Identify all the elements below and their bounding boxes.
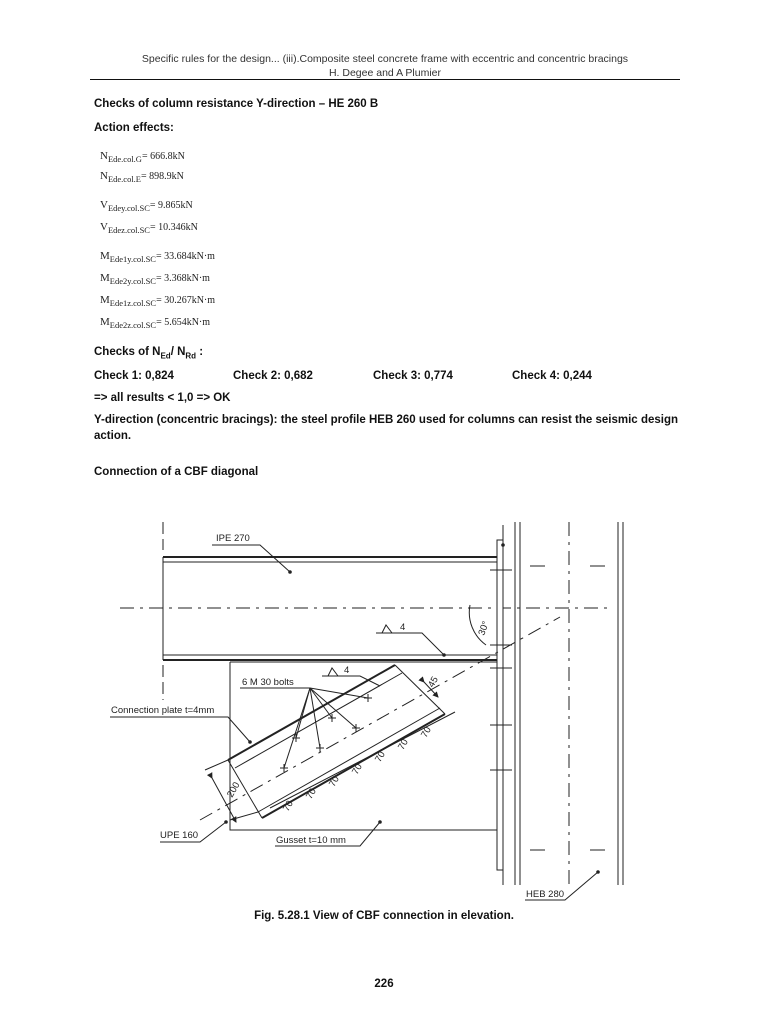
equation-v-edez: $V_{Edez.col.SC}= 10.346kN$ bbox=[100, 221, 198, 235]
check-4: Check 4: 0,244 bbox=[512, 370, 592, 382]
label-heb-280: HEB 280 bbox=[526, 889, 565, 900]
label-dim-45: 45 bbox=[426, 674, 441, 690]
check-2: Check 2: 0,682 bbox=[233, 370, 313, 382]
label-pitch-70: 70 bbox=[304, 786, 319, 802]
label-angle-30: 30° bbox=[476, 619, 492, 638]
label-weld-top: 4 bbox=[400, 622, 406, 633]
page-number: 226 bbox=[374, 978, 394, 990]
label-gusset: Gusset t=10 mm bbox=[276, 835, 346, 846]
result-line: => all results < 1,0 => OK bbox=[94, 392, 231, 404]
action-effects-label: Action effects: bbox=[94, 122, 174, 134]
label-upe-160: UPE 160 bbox=[160, 830, 199, 841]
running-header-title: Specific rules for the design... (iii).Composite steel concrete frame with eccentric and concentric bracings bbox=[141, 53, 629, 65]
running-header-authors: H. Degee and A Plumier bbox=[328, 67, 442, 79]
label-bolts: 6 M 30 bolts bbox=[242, 677, 294, 688]
check-3: Check 3: 0,774 bbox=[373, 370, 453, 382]
equation-m-ede1y: $M_{Ede1y.col.SC}= 33.684kN\cdot m$ bbox=[100, 250, 215, 264]
equation-v-edey: $V_{Edey.col.SC}= 9.865kN$ bbox=[100, 199, 193, 213]
connection-title: Connection of a CBF diagonal bbox=[94, 466, 259, 478]
label-pitch-70: 70 bbox=[373, 749, 388, 765]
equation-m-ede2y: $M_{Ede2y.col.SC}= 3.368kN\cdot m$ bbox=[100, 272, 210, 286]
label-ipe-270: IPE 270 bbox=[216, 533, 250, 544]
label-connection-plate: Connection plate t=4mm bbox=[111, 705, 215, 716]
label-pitch-70: 70 bbox=[327, 774, 342, 789]
label-dim-200: 200 bbox=[225, 780, 243, 800]
equation-n-ede-g: $N_{Ede.col.G}= 666.8kN$ bbox=[100, 150, 185, 164]
section-title: Checks of column resistance Y-direction – HE 260 B bbox=[94, 98, 379, 110]
label-pitch-70: 70 bbox=[396, 737, 411, 752]
figure-caption: Fig. 5.28.1 View of CBF connection in elevation. bbox=[254, 910, 514, 922]
check-1: Check 1: 0,824 bbox=[94, 370, 174, 382]
label-pitch-70: 70 bbox=[281, 798, 296, 814]
equation-m-ede2z: $M_{Ede2z.col.SC}= 5.654kN\cdot m$ bbox=[100, 316, 211, 330]
label-pitch-70: 70 bbox=[350, 761, 365, 777]
label-pitch-70: 70 bbox=[419, 725, 434, 740]
equation-n-ede-e: $N_{Ede.col.E}= 898.9kN$ bbox=[100, 170, 184, 184]
label-weld-mid: 4 bbox=[344, 665, 350, 676]
equation-m-ede1z: $M_{Ede1z.col.SC}= 30.267kN\cdot m$ bbox=[100, 294, 216, 308]
conclusion-paragraph: Y-direction (concentric bracings): the steel profile HEB 260 used for columns can resist the seismic design action. bbox=[94, 414, 678, 442]
checks-heading: Checks of $N_{Ed}/$ $N_{Rd}$ : bbox=[94, 346, 204, 361]
